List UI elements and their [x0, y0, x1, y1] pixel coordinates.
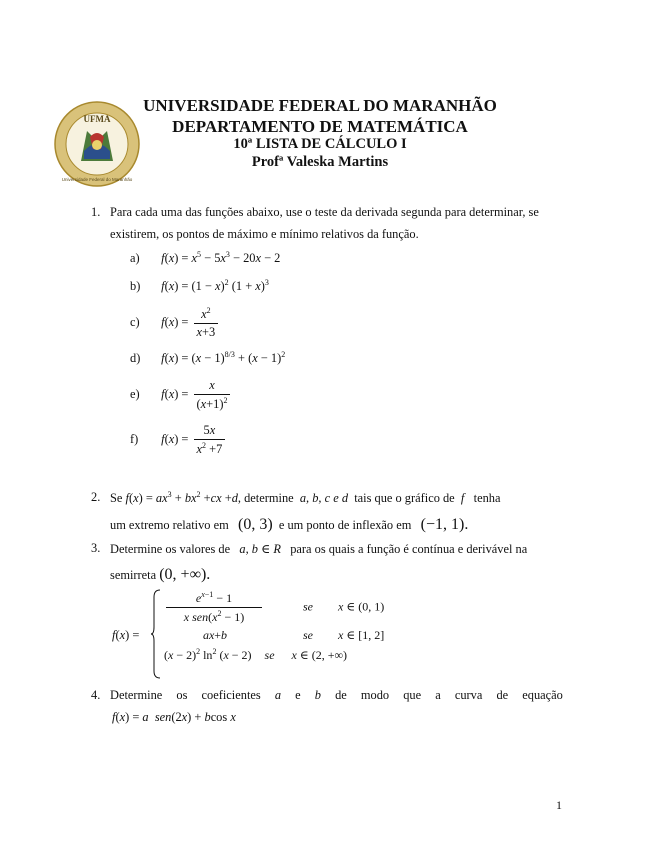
- piecewise-brace: [150, 589, 162, 679]
- q1-item-c: c) f(x) = $\frac{x^2}{x+3}$: [130, 306, 220, 340]
- q3-number: 3.: [91, 541, 101, 555]
- piecewise-lhs: f(x) =: [112, 628, 140, 642]
- q4-number: 4.: [91, 688, 101, 702]
- q1-number: 1.: [91, 205, 101, 219]
- q3-line1: Determine os valores de a, b ∈ R para os quais a função é contínua e derivável na: [110, 542, 528, 556]
- svg-text:Universidade Federal do Maranh: Universidade Federal do Maranhão: [61, 177, 133, 182]
- q1-item-b: b) $f(x) = (1 - x)^2$ $(1 + x)^3$: [130, 278, 269, 294]
- q1-item-f: f) f(x) = $\frac{5x}{x^2 +7}$: [130, 423, 227, 457]
- q4-equation: f(x) = a sen(2x) + bcos x: [112, 710, 236, 724]
- q3-line2: semirreta (0, +∞).: [110, 566, 211, 583]
- piecewise-row2: ax+b se x ∈ [1, 2]: [202, 628, 385, 642]
- department-title: DEPARTAMENTO DE MATEMÁTICA: [172, 117, 468, 136]
- q1-item-e: e) f(x) = $\frac{x}{(x+1)^2}$: [130, 378, 232, 412]
- page-number: 1: [556, 798, 562, 812]
- q1-line1: Para cada uma das funções abaixo, use o teste da derivada segunda para determinar, se: [110, 205, 539, 219]
- piecewise-row1: $\frac{e^{x-1} - 1}{x sen(x^2 - 1)}$ se x ∈ (0, 1): [164, 590, 384, 625]
- professor-name: Profª Valeska Martins: [251, 154, 389, 170]
- q1-item-d: d) $f(x) = (x - 1)^{8/3} + (x - 1)^2$: [130, 350, 286, 366]
- q2-number: 2.: [91, 490, 101, 504]
- q1-item-a: a) $f(x) = x^5 - 5x^3 - 20x - 2$: [130, 250, 281, 266]
- university-title: UNIVERSIDADE FEDERAL DO MARANHÃO: [143, 96, 497, 115]
- svg-text:UFMA: UFMA: [83, 114, 111, 124]
- q4-line1: Determine os coeficientes a e b de modo que a curva de equação: [110, 688, 563, 702]
- q2-line1: Se $f(x) = ax^3 + bx^2 +cx +d$, determine a, b, c e d tais que o gráfico de f tenha: [110, 490, 501, 506]
- q2-line2: um extremo relativo em (0, 3) e um ponto de inflexão em (−1, 1).: [110, 516, 469, 533]
- list-title: 10ª LISTA DE CÁLCULO I: [233, 136, 407, 152]
- piecewise-row3: $(x - 2)^2$ $\ln^2 (x - 2)$ se x ∈ (2, +∞): [164, 647, 348, 662]
- q1-line2: existirem, os pontos de máximo e mínimo relativos da função.: [110, 227, 419, 241]
